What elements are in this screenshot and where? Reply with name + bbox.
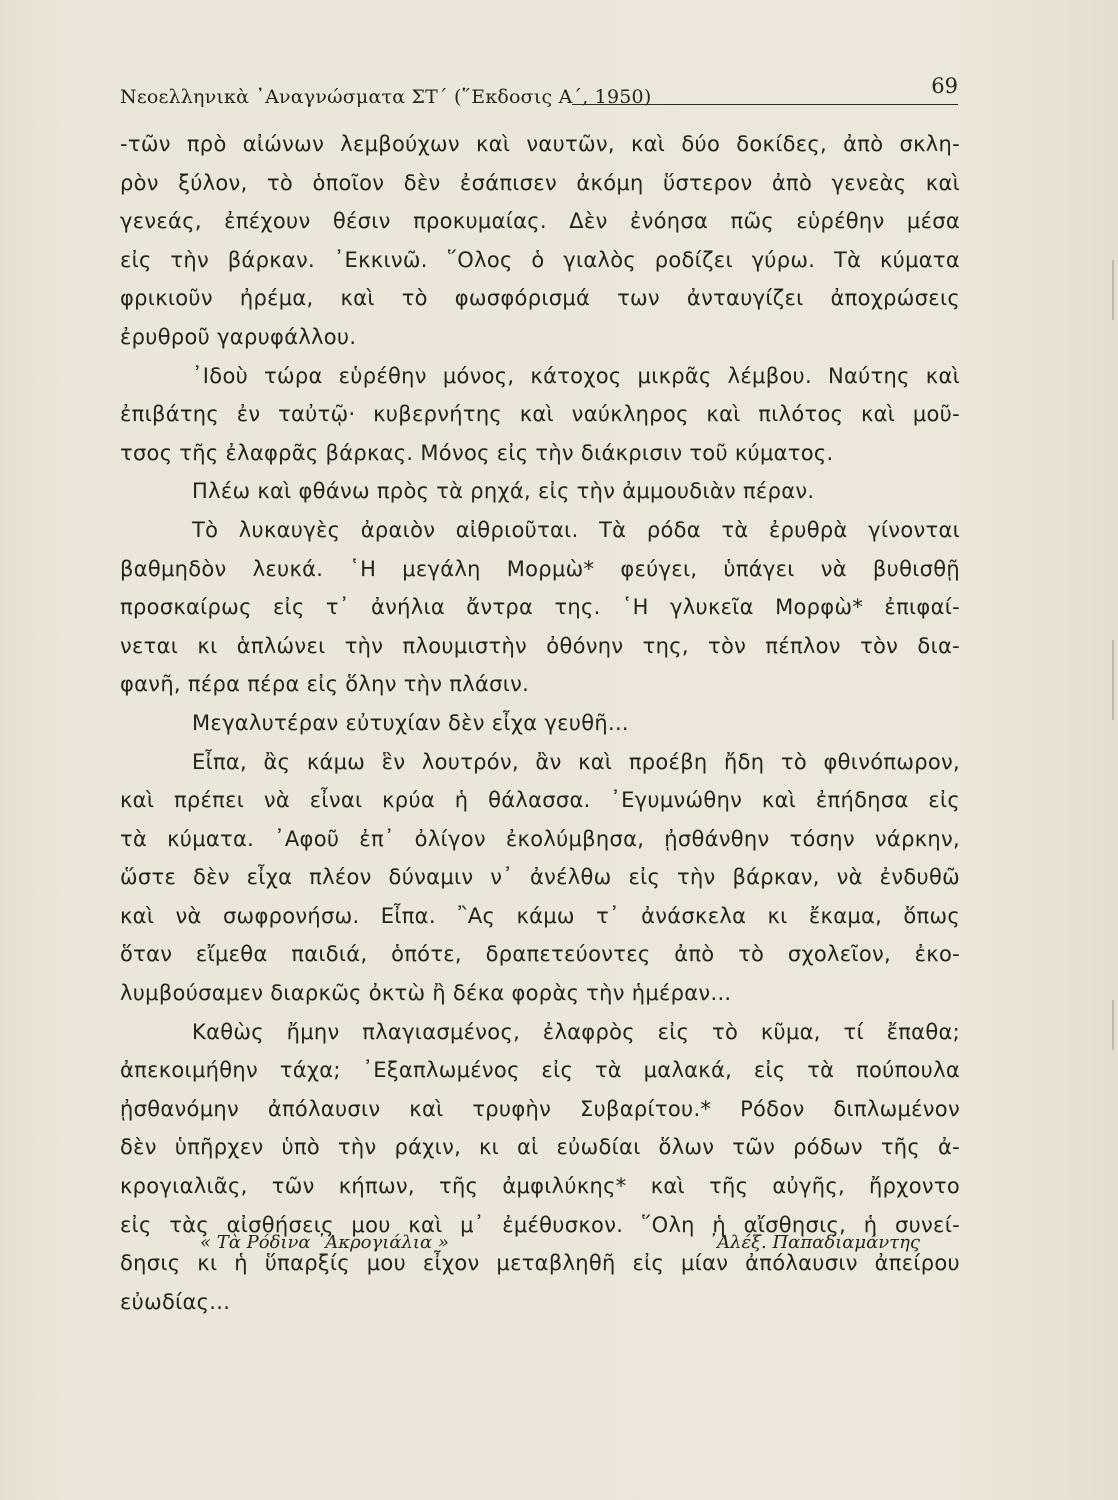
text-line xyxy=(120,627,960,666)
text-line xyxy=(120,125,960,164)
text-line xyxy=(120,550,960,589)
text-line xyxy=(120,357,960,396)
text-line-content: εὐωδίας... xyxy=(120,1289,231,1314)
text-line-content: ἐπιβάτης ἐν ταὐτῷ· κυβερνήτης καὶ ναύκληρος καὶ πιλότος καὶ μοῦ- xyxy=(120,402,960,427)
text-line xyxy=(120,472,960,511)
text-line-content: ρὸν ξύλον, τὸ ὁποῖον δὲν ἐσάπισεν ἀκόμη ὕστερον ἀπὸ γενεὰς καὶ xyxy=(120,170,960,195)
text-line-content: βαθμηδὸν λευκά. ῾Η μεγάλη Μορμὼ* φεύγει, ὑπάγει νὰ βυθισθῇ xyxy=(120,556,960,581)
text-line xyxy=(120,1090,960,1129)
text-line-content: δησις κι ἡ ὕπαρξίς μου εἶχον μεταβληθῆ εἰς μίαν ἀπόλαυσιν ἀπείρου xyxy=(120,1251,960,1276)
text-line-content: Μεγαλυτέραν εὐτυχίαν δὲν εἶχα γευθῆ... xyxy=(192,710,629,735)
text-line xyxy=(120,1128,960,1167)
text-line-content: δὲν ὑπῆρχεν ὑπὸ τὴν ράχιν, κι αἱ εὐωδίαι ὅλων τῶν ρόδων τῆς ἀ- xyxy=(120,1135,960,1160)
text-line-content: λυμβούσαμεν διαρκῶς ὀκτὼ ἢ δέκα φορὰς τὴν ἡμέραν... xyxy=(120,981,732,1006)
text-line-content: γενεάς, ἐπέχουν θέσιν προκυμαίας. Δὲν ἐνόησα πῶς εὑρέθην μέσα xyxy=(120,209,960,234)
text-line-content: προσκαίρως εἰς τ᾿ ἀνήλια ἄντρα της. ῾Η γλυκεῖα Μορφὼ* ἐπιφαί- xyxy=(120,595,960,620)
text-line xyxy=(120,164,960,203)
text-line-content: ἐρυθροῦ γαρυφάλλου. xyxy=(120,324,357,349)
page-edge-mark xyxy=(1112,640,1114,720)
text-line xyxy=(120,858,960,897)
text-line-content: κρογιαλιᾶς, τῶν κήπων, τῆς ἀμφιλύκης* καὶ τῆς αὐγῆς, ἤρχοντο xyxy=(120,1174,960,1199)
text-line xyxy=(120,781,960,820)
text-line xyxy=(120,511,960,550)
text-line xyxy=(120,897,960,936)
text-line-content: ὅταν εἴμεθα παιδιά, ὁπότε, δραπετεύοντες ἀπὸ τὸ σχολεῖον, ἐκο- xyxy=(120,942,960,967)
text-line-content: -τῶν πρὸ αἰώνων λεμβούχων καὶ ναυτῶν, καὶ δύο δοκίδες, ἀπὸ σκλη- xyxy=(120,132,960,156)
text-line-content: καὶ νὰ σωφρονήσω. Εἶπα. ῍Ας κάμω τ᾿ ἀνάσκελα κι ἔκαμα, ὅπως xyxy=(120,903,960,928)
text-line xyxy=(120,704,960,743)
text-line-content: τὰ κύματα. ᾿Αφοῦ ἐπ᾿ ὀλίγον ἐκολύμβησα, ᾐσθάνθην τόσην νάρκην, xyxy=(120,826,960,851)
text-line xyxy=(120,1013,960,1052)
header-rule xyxy=(572,104,958,105)
text-line-content: τσος τῆς ἐλαφρᾶς βάρκας. Μόνος εἰς τὴν διάκρισιν τοῦ κύματος. xyxy=(120,440,834,465)
text-line-content: νεται κι ἁπλώνει τὴν πλουμιστὴν ὀθόνην της, τὸν πέπλον τὸν δια- xyxy=(120,633,960,658)
text-line xyxy=(120,665,960,704)
page-number: 69 xyxy=(931,74,958,98)
text-line-content: ὥστε δὲν εἶχα πλέον δύναμιν ν᾿ ἀνέλθω εἰς τὴν βάρκαν, νὰ ἐνδυθῶ xyxy=(120,865,960,890)
text-line-content: εἰς τὰς αἰσθήσεις μου καὶ μ᾿ ἐμέθυσκον. ῞Ολη ἡ αἴσθησις, ἡ συνεί- xyxy=(120,1212,960,1237)
body-text xyxy=(120,125,960,1321)
running-head-title: Νεοελληνικὰ ᾿Αναγνώσματα ΣΤ΄ (῞Εκδοσις Α΄, 1950) xyxy=(120,86,652,108)
text-line xyxy=(120,1051,960,1090)
text-line xyxy=(120,202,960,241)
attribution xyxy=(200,1232,920,1262)
text-line-content: Τὸ λυκαυγὲς ἀραιὸν αἰθριοῦται. Τὰ ρόδα τὰ ἐρυθρὰ γίνονται xyxy=(192,517,960,542)
text-line xyxy=(120,820,960,859)
text-line-content: φρικιοῦν ἠρέμα, καὶ τὸ φωσφόρισμά των ἀνταυγίζει ἀποχρώσεις xyxy=(120,286,960,311)
text-line-content: ᾐσθανόμην ἀπόλαυσιν καὶ τρυφὴν Συβαρίτου.* Ρόδον διπλωμένον xyxy=(120,1096,960,1121)
text-line xyxy=(120,395,960,434)
text-line xyxy=(120,279,960,318)
author-name: ᾿Αλέξ. Παπαδιαμάντης xyxy=(708,1232,920,1253)
text-line xyxy=(120,1167,960,1206)
text-line-content: εἰς τὴν βάρκαν. ᾿Εκκινῶ. ῞Ολος ὁ γιαλὸς ροδίζει γύρω. Τὰ κύματα xyxy=(120,247,960,272)
text-line-content: ἀπεκοιμήθην τάχα; ᾿Εξαπλωμένος εἰς τὰ μαλακά, εἰς τὰ πούπουλα xyxy=(120,1058,960,1083)
text-line-content: ᾿Ιδοὺ τώρα εὑρέθην μόνος, κάτοχος μικρᾶς λέμβου. Ναύτης καὶ xyxy=(192,363,960,388)
page-header xyxy=(120,74,958,114)
text-line xyxy=(120,434,960,473)
text-line-content: Καθὼς ἤμην πλαγιασμένος, ἐλαφρὸς εἰς τὸ κῦμα, τί ἔπαθα; xyxy=(192,1019,960,1044)
page-edge-mark xyxy=(1112,260,1114,320)
text-line xyxy=(120,935,960,974)
text-line xyxy=(120,241,960,280)
text-line-content: φανῆ, πέρα πέρα εἰς ὅλην τὴν πλάσιν. xyxy=(120,672,530,697)
text-line xyxy=(120,974,960,1013)
page-edge-mark xyxy=(1112,1000,1114,1050)
source-title: « Τὰ Ρόδινα ᾿Ακρογιάλια » xyxy=(200,1232,449,1253)
text-line xyxy=(120,1283,960,1322)
text-line-content: Πλέω καὶ φθάνω πρὸς τὰ ρηχά, εἰς τὴν ἀμμουδιὰν πέραν. xyxy=(192,479,815,504)
text-line xyxy=(120,318,960,357)
text-line xyxy=(120,588,960,627)
text-line-content: Εἶπα, ἂς κάμω ἓν λουτρόν, ἂν καὶ προέβη ἤδη τὸ φθινόπωρον, xyxy=(192,749,960,774)
text-line-content: καὶ πρέπει νὰ εἶναι κρύα ἡ θάλασσα. ᾿Εγυμνώθην καὶ ἐπήδησα εἰς xyxy=(120,788,960,813)
text-line xyxy=(120,743,960,782)
